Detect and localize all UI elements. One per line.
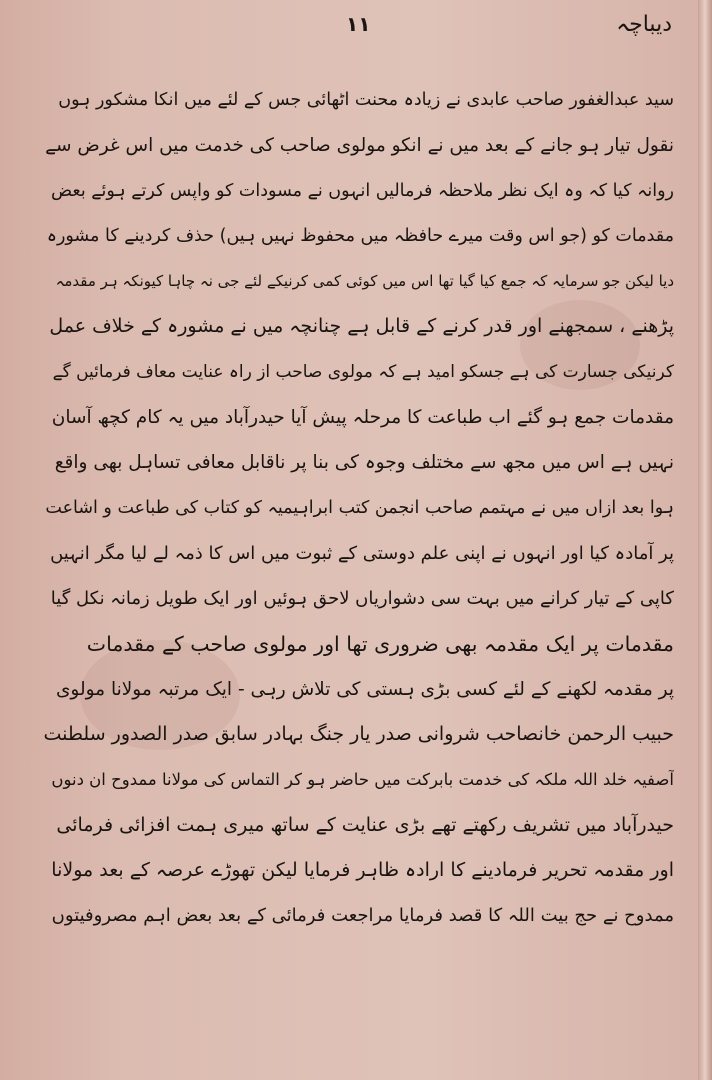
text-line: دیا لیکن جو سرمایہ کہ جمع کیا گیا تھا اس میں کوئی کمی کرنیکے لئے جی نہ چاہا کیونکہ ہر مقدمہ xyxy=(55,272,674,291)
body-text xyxy=(42,78,674,939)
text-line: حیدرآباد میں تشریف رکھتے تھے بڑی عنایت کے ساتھ میری ہمت افزائی فرمائی xyxy=(56,813,674,836)
text-line: مقدمات کو (جو اس وقت میرے حافظہ میں محفوظ نہیں ہیں) حذف کردینے کا مشورہ xyxy=(46,225,674,246)
page-edge xyxy=(698,0,712,1080)
text-line: مقدمات جمع ہو گئے اب طباعت کا مرحلہ پیش آیا حیدرآباد میں یہ کام کچھ آسان xyxy=(51,407,674,429)
text-line: مقدمات پر ایک مقدمہ بھی ضروری تھا اور مولوی صاحب کے مقدمات xyxy=(86,631,674,656)
text-line: روانہ کیا کہ وہ ایک نظر ملاحظہ فرمالیں انہوں نے مسودات کو واپس کرتے ہوئے بعض xyxy=(50,180,674,201)
text-line: سید عبدالغفور صاحب عابدی نے زیادہ محنت اٹھائی جس کے لئے میں انکا مشکور ہوں xyxy=(58,90,674,110)
text-line: حبیب الرحمن خانصاحب شروانی صدر یار جنگ بہادر سابق صدر الصدور سلطنت xyxy=(43,723,674,746)
text-line: نہیں ہے اس میں مجھ سے مختلف وجوہ کی بنا پر ناقابل معافی تساہل بھی واقع xyxy=(54,452,674,474)
text-line: اور مقدمہ تحریر فرمادینے کا ارادہ ظاہر فرمایا لیکن تھوڑے عرصہ کے بعد مولانا xyxy=(51,859,674,882)
text-line: آصفیہ خلد اللہ ملکہ کی خدمت بابرکت میں حاضر ہو کر التماس کی مولانا ممدوح ان دنوں xyxy=(51,770,674,790)
text-line: پر مقدمہ لکھنے کے لئے کسی بڑی ہستی کی تلاش رہی - ایک مرتبہ مولانا مولوی xyxy=(55,678,674,700)
page-header-title: دیباچہ xyxy=(616,12,672,37)
text-line: نقول تیار ہو جانے کے بعد میں نے انکو مولوی صاحب کی خدمت میں اس غرض سے xyxy=(45,135,674,157)
text-line: کاپی کے تیار کرانے میں بہت سی دشواریاں لاحق ہوئیں اور ایک طویل زمانہ نکل گیا xyxy=(50,588,674,610)
text-line: ممدوح نے حج بیت اللہ کا قصد فرمایا مراجعت فرمائی کے بعد بعض اہم مصروفیتوں xyxy=(51,905,674,927)
page-number: ۱۱ xyxy=(346,12,371,36)
text-line: کرنیکی جسارت کی ہے جسکو امید ہے کہ مولوی صاحب از راہ عنایت معاف فرمائیں گے xyxy=(52,361,674,382)
text-line: ہوا بعد ازاں میں نے مہتمم صاحب انجمن کتب ابراہیمیہ کو کتاب کی طباعت و اشاعت xyxy=(45,497,674,518)
text-line: پڑھنے ، سمجھنے اور قدر کرنے کے قابل ہے چنانچہ میں نے مشورہ کے خلاف عمل xyxy=(49,315,674,338)
text-line: پر آمادہ کیا اور انہوں نے اپنی علم دوستی کے ثبوت میں اس کا ذمہ لے لیا مگر انہیں xyxy=(50,542,674,564)
